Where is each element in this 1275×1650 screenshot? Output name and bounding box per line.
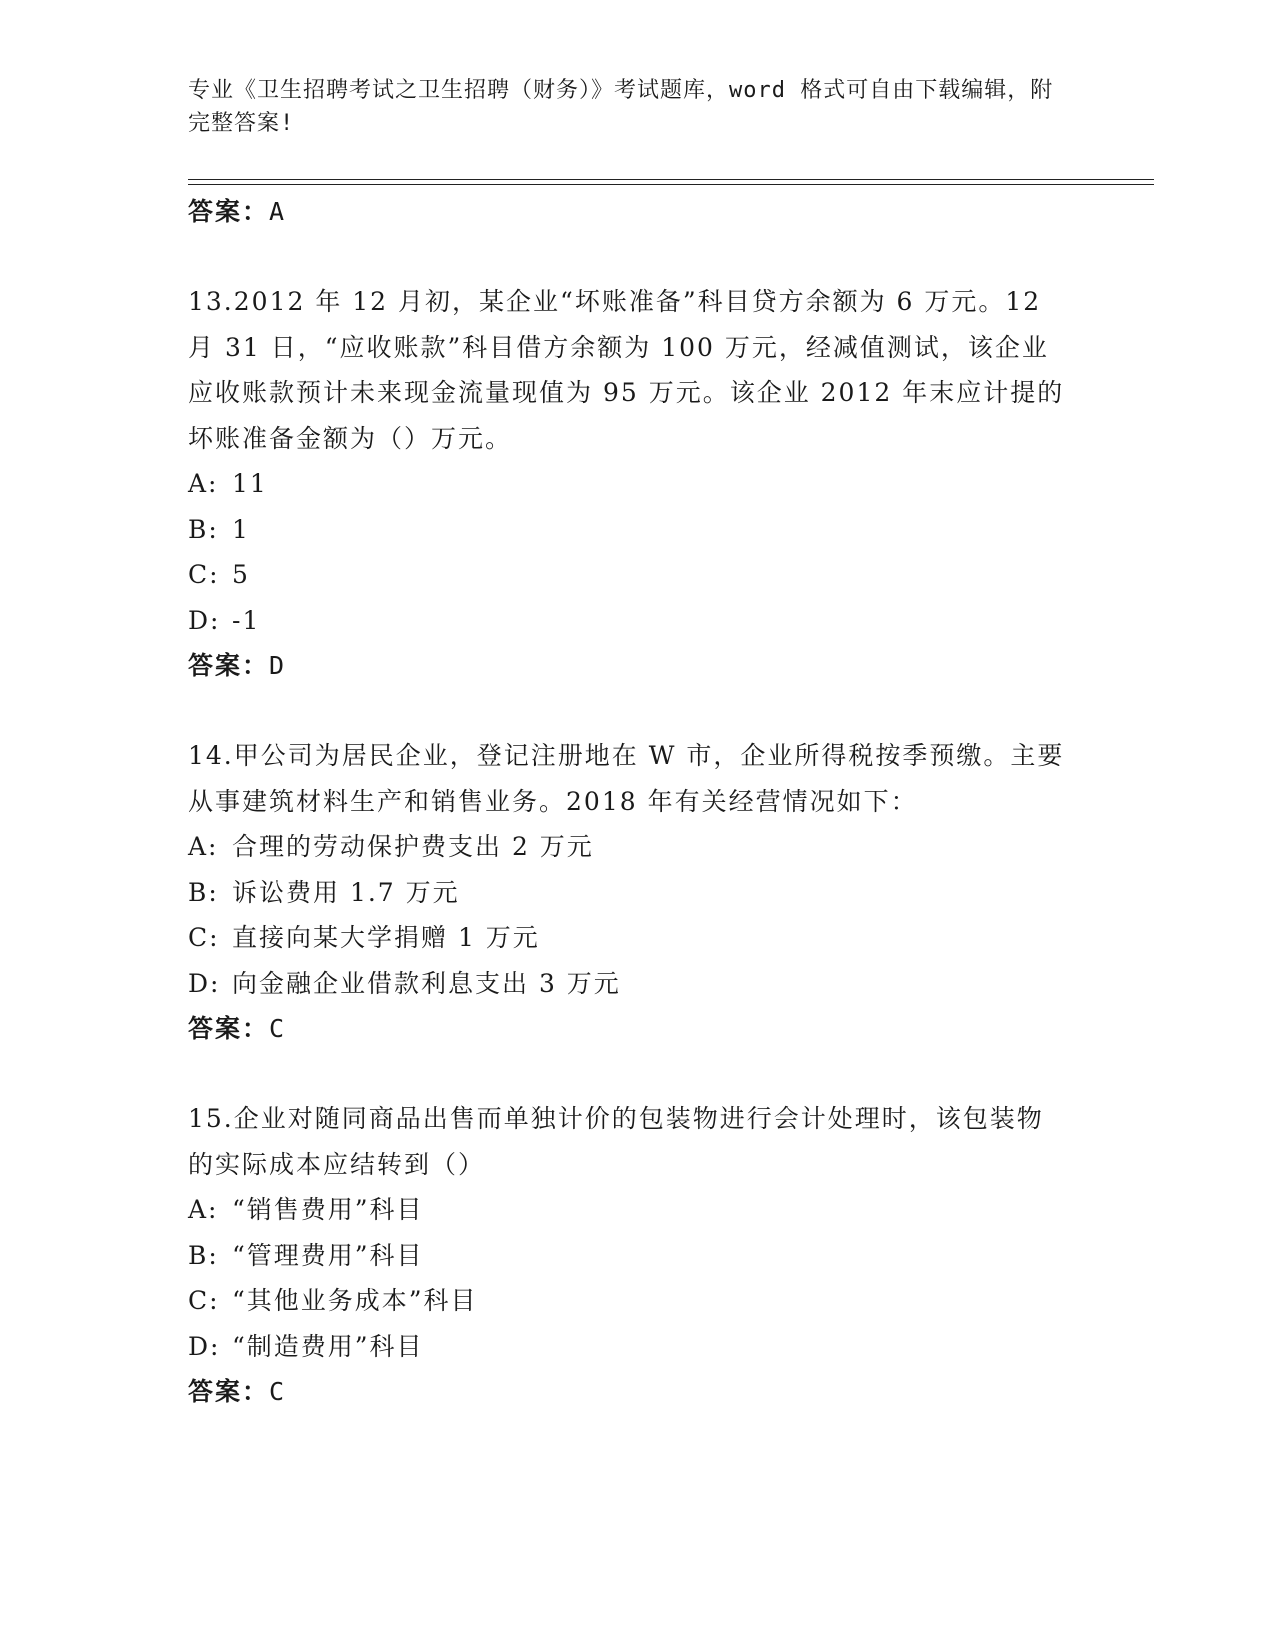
option-text: 直接向某大学捐赠 1 万元 <box>232 923 540 952</box>
option-text: 向金融企业借款利息支出 3 万元 <box>232 968 621 998</box>
option-text: 1 <box>232 514 250 544</box>
option-letter: A: <box>188 469 219 498</box>
option-a <box>188 1187 1068 1233</box>
option-letter: B: <box>188 514 219 544</box>
answer-value: C <box>269 1377 287 1406</box>
option-text: 5 <box>232 560 250 589</box>
option-d <box>188 961 1068 1007</box>
option-letter: B: <box>188 877 219 907</box>
answer-line <box>188 1006 1068 1051</box>
option-letter: B: <box>188 1240 219 1270</box>
option-letter: D: <box>188 605 221 635</box>
question-stem: 15.企业对随同商品出售而单独计价的包装物进行会计处理时，该包装物的实际成本应结转到（） <box>188 1104 1044 1179</box>
option-letter: D: <box>188 1331 221 1361</box>
option-d <box>188 598 1068 644</box>
option-c <box>188 552 1068 598</box>
answer-line <box>188 643 1068 688</box>
option-a <box>188 824 1068 870</box>
option-a <box>188 461 1068 507</box>
option-d <box>188 1324 1068 1370</box>
option-text: 合理的劳动保护费支出 2 万元 <box>232 832 594 861</box>
page-header <box>188 74 1068 140</box>
answer-label: 答案： <box>188 1377 270 1406</box>
option-c <box>188 1278 1068 1324</box>
question-block <box>188 1096 1068 1414</box>
question-block <box>188 733 1068 1051</box>
answer-value: D <box>269 651 287 680</box>
option-b <box>188 1233 1068 1279</box>
header-text: 专业《卫生招聘考试之卫生招聘（财务）》考试题库，word 格式可自由下载编辑，附完整答案! <box>188 78 1054 136</box>
answer-label: 答案： <box>188 1014 270 1043</box>
option-text: “其他业务成本”科目 <box>232 1286 478 1315</box>
header-divider-double <box>188 184 1154 185</box>
question-block <box>188 279 1068 688</box>
answer-label: 答案： <box>188 651 270 680</box>
answer-line <box>188 189 1068 234</box>
option-text: -1 <box>232 605 261 635</box>
answer-label: 答案： <box>188 197 270 226</box>
option-letter: A: <box>188 832 219 861</box>
question-stem: 13.2012 年 12 月初，某企业“坏账准备”科目贷方余额为 6 万元。12 月 31 日，“应收账款”科目借方余额为 100 万元，经减值测试，该企业应收账款预计未来现金流量现值为 95 万元。该企业 2012 年末应计提的坏账准备金额为（）万元。 <box>188 287 1065 453</box>
answer-line <box>188 1369 1068 1414</box>
header-divider <box>188 179 1154 180</box>
option-letter: C: <box>188 560 220 589</box>
question-list <box>188 189 1068 1414</box>
option-c <box>188 915 1068 961</box>
option-text: “管理费用”科目 <box>232 1240 424 1270</box>
option-letter: C: <box>188 1286 220 1315</box>
option-letter: A: <box>188 1195 219 1224</box>
option-letter: C: <box>188 923 220 952</box>
option-text: “制造费用”科目 <box>232 1331 424 1361</box>
option-letter: D: <box>188 968 221 998</box>
option-text: 11 <box>232 469 268 498</box>
answer-value: C <box>269 1014 287 1043</box>
option-b <box>188 870 1068 916</box>
option-text: “销售费用”科目 <box>232 1195 424 1224</box>
question-stem: 14.甲公司为居民企业，登记注册地在 W 市，企业所得税按季预缴。主要从事建筑材料生产和销售业务。2018 年有关经营情况如下： <box>188 741 1065 816</box>
option-b <box>188 507 1068 553</box>
option-text: 诉讼费用 1.7 万元 <box>232 877 460 907</box>
answer-value: A <box>269 197 287 226</box>
